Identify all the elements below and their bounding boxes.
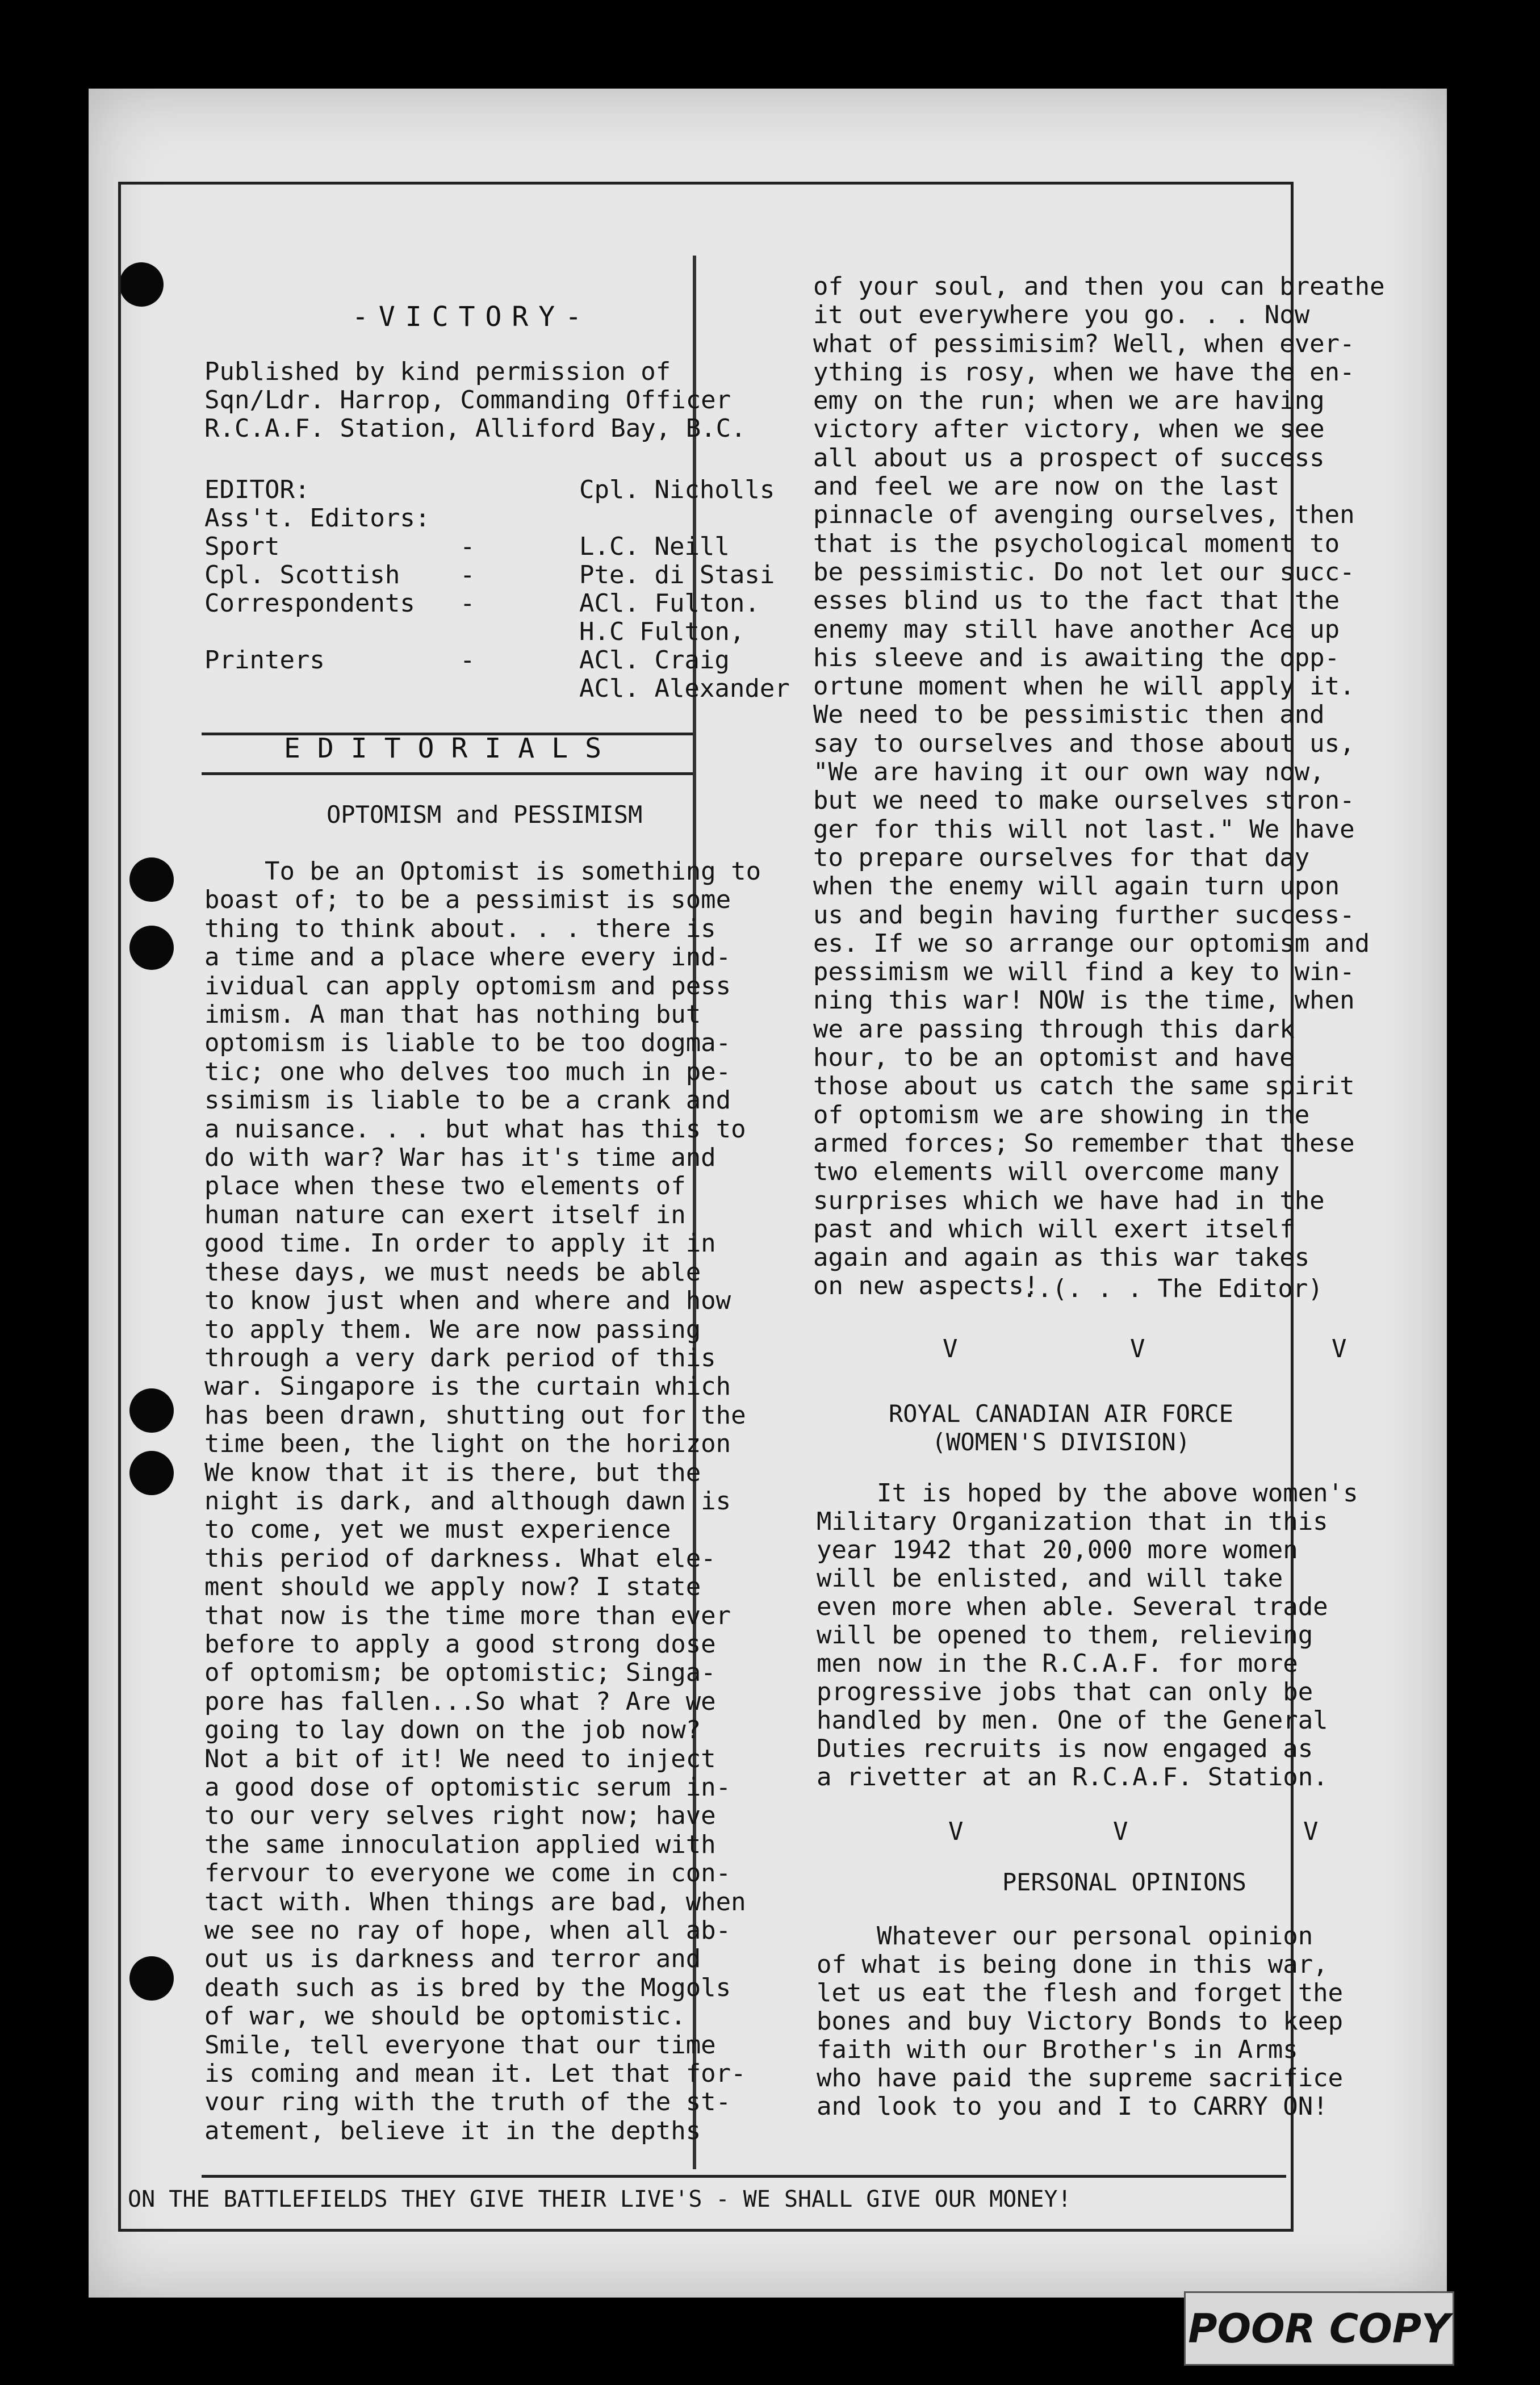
right-column-text: of your soul, and then you can breathe it out everywhere you go. . . Now what of pessimisim? Well, when ever- ything is rosy, when we have the en- emy on the run; when we are having victory after victory, when we see all about us a prospect of success and feel we are now on the last pinnacle of avenging ourselves, then that is the psychological moment to be pessimistic. Do not let our succ- esses blind us to the fact that the enemy may still have another Ace up his sleeve and is awaiting the opp- ortune moment when he will apply it. We need to be pessimistic then and say to ourselves and those about us, "We are having it our own way now, but we need to make ourselves stron- ger for this will not last." We have to prepare ourselves for that day when the enemy will again turn upon us and begin having further success- es. If we so arrange our optomism and pessimism we will find a key to win- ning this war! NOW is the time, when we are passing through this dark hour, to be an optomist and have those about us catch the same spirit of optomism we are showing in the armed forces; So remember that these two elements will overcome many surprises which we have had in the past and which will exert itself again and again as this war takes on new aspects! [813,272,1385,1301]
masthead-published-by: Published by kind permission of Sqn/Ldr. Harrop, Commanding Officer R.C.A.F. Station, Alliford Bay, B.C. [204,357,746,443]
staff-dashes: - - - - [460,532,475,675]
opinions-body: Whatever our personal opinion of what is being done in this war, let us eat the flesh and forget the bones and buy Victory Bonds to keep faith with our Brother's in Arms who have paid the supreme sacrifice and look to you and I to CARRY ON! [817,1922,1344,2121]
divider-v-2a: V [948,1817,964,1846]
divider-v-1c: V [1332,1334,1347,1363]
masthead-title: -VICTORY- [352,301,592,333]
left-column-text: To be an Optomist is something to boast of; to be a pessimist is some thing to think about. . . there is a time and a place where every ind- ividual can apply optomism and pess imism. A man that has nothing but optomism is liable to be too dogma- tic; one who delves too much in pe- ssimism is liable to be a crank and a nuisance. . . but what has this to do with war? War has it's time and place when these two elements of human nature can exert itself in good time. In order to apply it in these days, we must needs be able to know just when and where and how to apply them. We are now passing through a very dark period of this war. Singapore is the curtain which has been drawn, shutting out for the time been, the light on the horizon We know that it is there, but the night is dark, and although dawn is to come, yet we must experience this period of darkness. What ele- ment should we apply now? I state that now is the time more than ever before to apply a good strong dose of optomism; be optomistic; Singa- pore has fallen...So what ? Are we going to lay down on the job now? Not a bit of it! We need to inject a good dose of optomistic serum in- to our very selves right now; have the same innoculation applied with fervour to everyone we come in con- tact with. When things are bad, when we see no ray of hope, when all ab- out us is darkness and terror and death such as is bred by the Mogols of war, we should be optomistic. Smile, tell everyone that our time is coming and mean it. Let that for- vour ring with the truth of the st- atement, believe it in the depths [204,857,761,2145]
editorials-heading: EDITORIALS [284,733,618,764]
footer-slogan: ON THE BATTLEFIELDS THEY GIVE THEIR LIVE'S - WE SHALL GIVE OUR MONEY! [128,2186,1072,2212]
rcaf-heading: ROYAL CANADIAN AIR FORCE (WOMEN'S DIVISION) [889,1400,1233,1456]
opinions-heading: PERSONAL OPINIONS [1002,1868,1246,1896]
article-heading: OPTOMISM and PESSIMISM [327,801,643,829]
poor-copy-stamp: POOR COPY [1184,2291,1454,2366]
editorials-rule-bottom [202,772,693,775]
staff-roles: EDITOR: Ass't. Editors: Sport Cpl. Scottish Correspondents Printers [204,475,430,675]
divider-v-1a: V [943,1334,958,1363]
divider-v-2b: V [1113,1817,1128,1846]
rcaf-body: It is hoped by the above women's Military Organization that in this year 1942 that 20,000 more women will be enlisted, and will take even more when able. Several trade will be opened to them, relieving men now in the R.C.A.F. for more progressive jobs that can only be handled by men. One of the General Duties recruits is now engaged as a rivetter at an R.C.A.F. Station. [817,1479,1358,1792]
divider-v-1b: V [1130,1334,1145,1363]
editor-signature: ..(. . . The Editor) [1022,1274,1323,1303]
staff-names: Cpl. Nicholls L.C. Neill Pte. di Stasi ACl. Fulton. H.C Fulton, ACl. Craig ACl. Alexander [579,475,790,703]
footer-rule [202,2175,1286,2178]
divider-v-2c: V [1303,1817,1319,1846]
